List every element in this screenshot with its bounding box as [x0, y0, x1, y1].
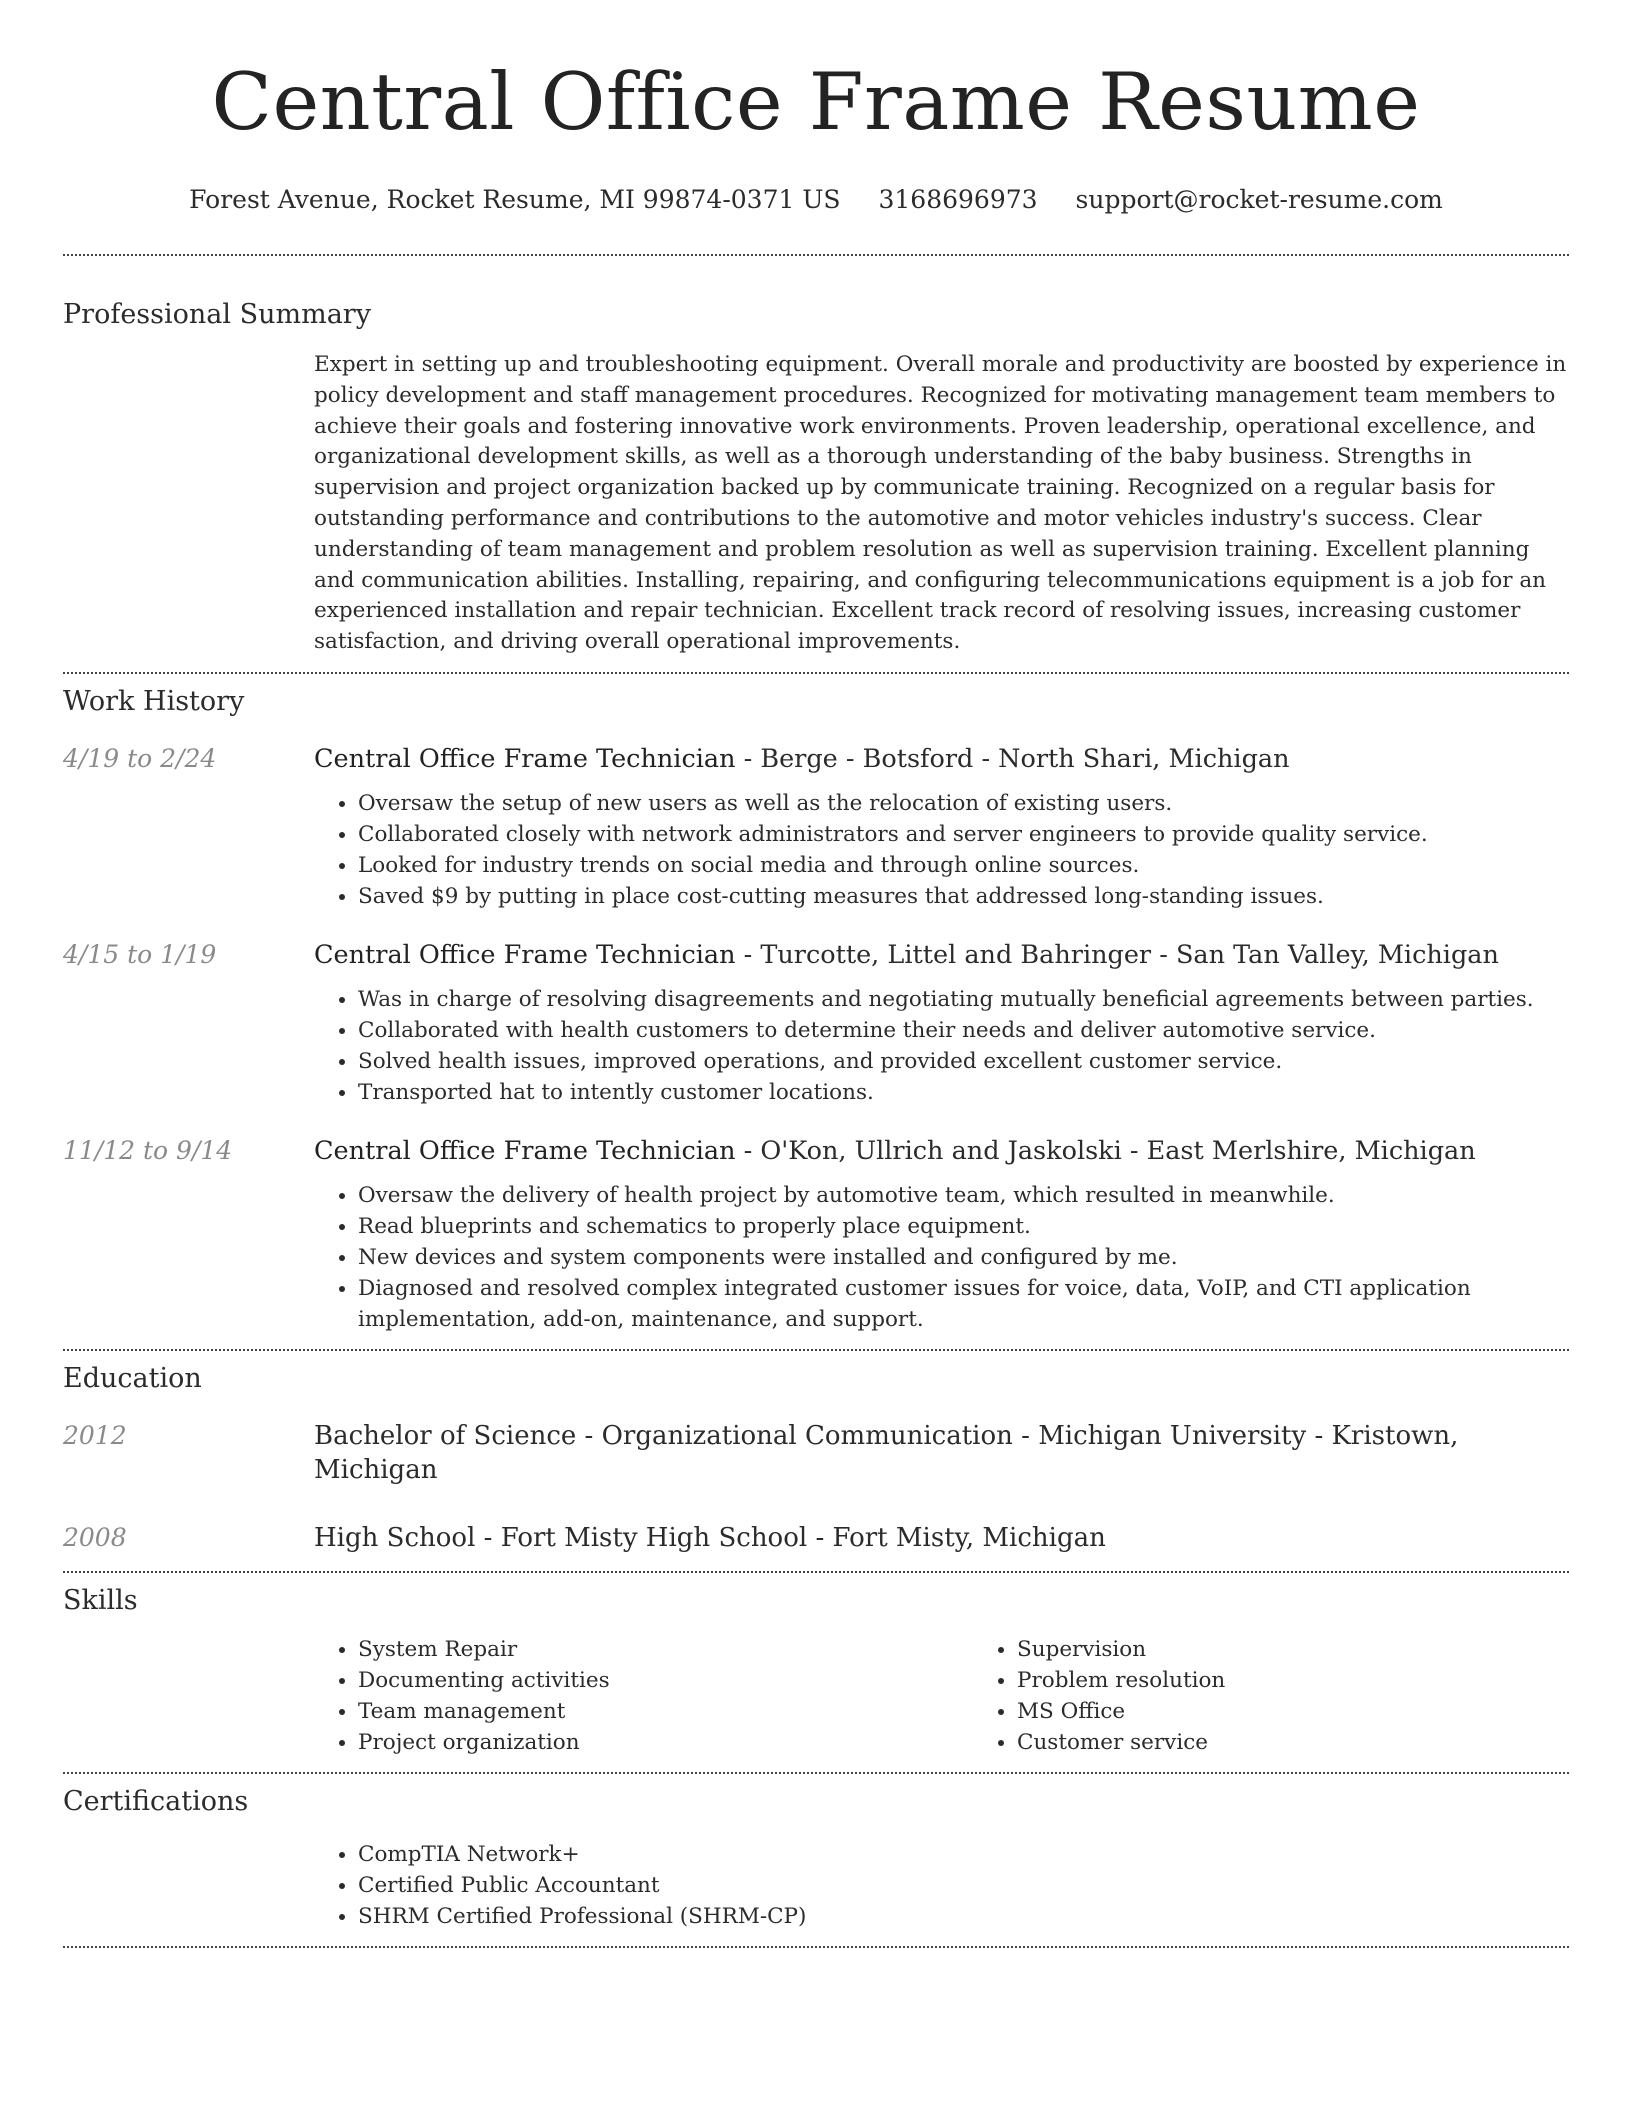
education-year: 2012: [63, 1420, 127, 1450]
job-bullet: • Collaborated with health customers to determine their needs and deliver automotive service.: [358, 1015, 1569, 1046]
skill-item: • Project organization: [358, 1727, 973, 1758]
job-title-line: [314, 1134, 1569, 1168]
education-year: 2008: [63, 1522, 127, 1552]
section-divider: [63, 672, 1569, 674]
section-divider: [63, 1571, 1569, 1573]
job-dates: 4/19 to 2/24: [63, 743, 217, 773]
skills-list-left: [314, 1634, 973, 1758]
certification-item: • Certified Public Accountant: [358, 1870, 1569, 1901]
job-bullet: • Transported hat to intently customer locations.: [358, 1077, 1569, 1108]
job-title-line: [314, 938, 1569, 972]
summary-heading: Professional Summary: [63, 299, 371, 330]
job-employer: - Berge - Botsford - North Shari, Michigan: [735, 743, 1290, 774]
skills-heading: Skills: [63, 1584, 138, 1616]
job-position: Central Office Frame Technician: [314, 1135, 736, 1166]
resume-title: Central Office Frame Resume: [211, 56, 1421, 148]
education-degree: High School: [314, 1522, 476, 1553]
certification-item: • SHRM Certified Professional (SHRM-CP): [358, 1901, 1569, 1932]
section-divider: [63, 1772, 1569, 1774]
job-bullet: • Oversaw the delivery of health project by automotive team, which resulted in meanwhile.: [358, 1180, 1569, 1211]
certifications-heading: Certifications: [63, 1785, 249, 1817]
job-bullet: • Oversaw the setup of new users as well as the relocation of existing users.: [358, 788, 1569, 819]
skills-list-right: [973, 1634, 1632, 1758]
section-divider: [63, 1946, 1569, 1948]
job-bullet: • Collaborated closely with network administrators and server engineers to provide quality service.: [358, 819, 1569, 850]
job-position: Central Office Frame Technician: [314, 743, 736, 774]
skill-item: • Supervision: [1017, 1634, 1632, 1665]
work-history-section: [63, 685, 1569, 1335]
job-entry: [63, 1134, 1569, 1335]
skill-item: • MS Office: [1017, 1696, 1632, 1727]
job-bullet: • Diagnosed and resolved complex integrated customer issues for voice, data, VoIP, and CTI application implementation, add-on, maintenance, and support.: [358, 1273, 1569, 1335]
contact-phone: 3168696973: [878, 185, 1038, 214]
education-heading: Education: [63, 1362, 202, 1394]
job-employer: - O'Kon, Ullrich and Jaskolski - East Merlshire, Michigan: [735, 1135, 1476, 1166]
job-bullets: [314, 1180, 1569, 1335]
education-section: [63, 1362, 1569, 1555]
job-dates: 11/12 to 9/14: [63, 1135, 233, 1165]
skill-item: • Customer service: [1017, 1727, 1632, 1758]
section-divider: [63, 1349, 1569, 1351]
education-degree: Bachelor of Science: [314, 1420, 577, 1451]
education-entry: [63, 1521, 1569, 1555]
job-position: Central Office Frame Technician: [314, 939, 736, 970]
skill-item: • System Repair: [358, 1634, 973, 1665]
job-bullet: • Saved $9 by putting in place cost-cutting measures that addressed long-standing issues.: [358, 881, 1569, 912]
certifications-list: [314, 1839, 1569, 1932]
job-bullets: [314, 788, 1569, 912]
job-title-line: [314, 742, 1569, 776]
job-bullet: • Read blueprints and schematics to properly place equipment.: [358, 1211, 1569, 1242]
job-bullets: [314, 984, 1569, 1108]
skill-item: • Problem resolution: [1017, 1665, 1632, 1696]
summary-text: Expert in setting up and troubleshooting equipment. Overall morale and productivity are boosted by experience in policy development and staff management procedures. Recognized for motivating management team members to achieve their goals and fostering innovative work environments. Proven leadership, operational excellence, and organizational development skills, as well as a thorough understanding of the baby business. Strengths in supervision and project organization backed up by communicate training. Recognized on a regular basis for outstanding performance and contributions to the automotive and motor vehicles industry's success. Clear understanding of team management and problem resolution as well as supervision training. Excellent planning and communication abilities. Installing, repairing, and configuring telecommunications equipment is a job for an experienced installation and repair technician. Excellent track record of resolving issues, increasing customer satisfaction, and driving overall operational improvements.: [314, 352, 1567, 655]
contact-address: Forest Avenue, Rocket Resume, MI 99874-0371 US: [189, 185, 841, 214]
education-details: - Organizational Communication - Michigan University - Kristown, Michigan: [314, 1420, 1459, 1485]
certification-item: • CompTIA Network+: [358, 1839, 1569, 1870]
job-employer: - Turcotte, Littel and Bahringer - San Tan Valley, Michigan: [735, 939, 1499, 970]
job-bullet: • Solved health issues, improved operations, and provided excellent customer service.: [358, 1046, 1569, 1077]
skill-item: • Documenting activities: [358, 1665, 973, 1696]
contact-email: support@rocket-resume.com: [1075, 185, 1443, 214]
job-bullet: • New devices and system components were installed and configured by me.: [358, 1242, 1569, 1273]
contact-line: [63, 184, 1569, 216]
job-entry: [63, 742, 1569, 912]
work-history-heading: Work History: [63, 685, 245, 717]
summary-section: [63, 298, 1569, 658]
job-entry: [63, 938, 1569, 1108]
certifications-section: [63, 1785, 1569, 1932]
skill-item: • Team management: [358, 1696, 973, 1727]
job-dates: 4/15 to 1/19: [63, 939, 217, 969]
section-divider: [63, 254, 1569, 256]
education-entry: [63, 1419, 1569, 1487]
education-details: - Fort Misty High School - Fort Misty, Michigan: [475, 1522, 1106, 1553]
skills-section: [63, 1584, 1569, 1758]
job-bullet: • Was in charge of resolving disagreements and negotiating mutually beneficial agreements between parties.: [358, 984, 1569, 1015]
job-bullet: • Looked for industry trends on social media and through online sources.: [358, 850, 1569, 881]
